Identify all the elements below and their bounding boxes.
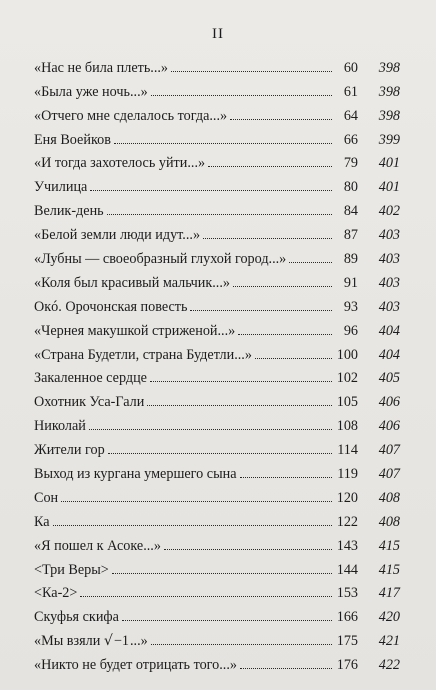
dot-leader <box>122 620 332 621</box>
toc-entry-notes-page: 407 <box>378 442 400 459</box>
dot-leader <box>150 381 332 382</box>
toc-entry-page: 87 <box>343 227 358 244</box>
toc-entry <box>34 52 400 76</box>
toc-entry <box>34 363 400 387</box>
toc-entry-page: 91 <box>343 274 358 291</box>
toc-entry <box>34 219 400 243</box>
toc-entry-page: 144 <box>336 561 358 578</box>
dot-leader <box>233 286 332 287</box>
toc-entry <box>34 506 400 530</box>
toc-entry-title: «Я пошел к Асоке...» <box>34 537 161 554</box>
toc-entry-title: «Была уже ночь...» <box>34 83 148 100</box>
dot-leader <box>89 429 332 430</box>
section-heading: II <box>212 26 224 42</box>
toc-entry <box>34 458 400 482</box>
toc-entry-page: 64 <box>343 107 358 124</box>
dot-leader <box>107 214 332 215</box>
toc-entry <box>34 100 400 124</box>
toc-entry-notes-page: 422 <box>378 657 400 674</box>
dot-leader <box>238 334 332 335</box>
toc-entry <box>34 386 400 410</box>
toc-entry <box>34 434 400 458</box>
square-root-symbol: √ <box>103 633 113 650</box>
toc-entry-page: 166 <box>336 609 358 626</box>
toc-entry-notes-page: 405 <box>378 370 400 387</box>
toc-entry-title: «Чернея макушкой стриженой...» <box>34 322 236 339</box>
dot-leader <box>255 358 332 359</box>
toc-entry-notes-page: 403 <box>378 227 400 244</box>
toc-entry-notes-page: 408 <box>378 489 400 506</box>
dot-leader <box>151 95 332 96</box>
toc-entry <box>34 148 400 172</box>
toc-entry-notes-page: 415 <box>378 537 400 554</box>
toc-entry-title: Охотник Уса-Гали <box>34 394 145 411</box>
toc-entry-page: 176 <box>336 657 358 674</box>
dot-leader <box>61 501 332 502</box>
dot-leader <box>164 549 332 550</box>
toc-entry-notes-page: 398 <box>378 59 400 76</box>
toc-entry-page: 93 <box>343 298 358 315</box>
toc-entry-notes-page: 401 <box>378 179 400 196</box>
toc-entry <box>34 267 400 291</box>
dot-leader <box>90 190 332 191</box>
toc-entry <box>34 601 400 625</box>
dot-leader <box>289 262 332 263</box>
toc-entry-title: Сон <box>34 489 59 506</box>
toc-entry <box>34 339 400 363</box>
toc-entry-title <box>34 633 148 649</box>
toc-entry-page: 61 <box>343 83 358 100</box>
title-prefix: «Мы взяли <box>34 633 104 650</box>
toc-entry-page: 105 <box>336 394 358 411</box>
toc-entry-page: 96 <box>343 322 358 339</box>
toc-entry-page: 114 <box>337 442 358 459</box>
dot-leader <box>240 668 332 669</box>
toc-entry <box>34 554 400 578</box>
toc-entry-notes-page: 407 <box>378 466 400 483</box>
dot-leader <box>114 143 332 144</box>
toc-entry-notes-page: 415 <box>378 561 400 578</box>
toc-entry <box>34 649 400 673</box>
toc-entry-title: Ка <box>34 513 50 530</box>
toc-entry-page: 66 <box>343 131 358 148</box>
toc-entry-notes-page: 421 <box>378 633 400 650</box>
toc-entry-page: 120 <box>336 489 358 506</box>
square-root-radicand: −1 <box>113 633 129 650</box>
dot-leader <box>112 573 332 574</box>
toc-entry-title: Велик-день <box>34 203 104 220</box>
toc-entry-notes-page: 403 <box>378 274 400 291</box>
toc-entry-title: «И тогда захотелось уйти...» <box>34 155 206 172</box>
toc-entry-title: Выход из кургана умершего сына <box>34 466 237 483</box>
toc-entry-notes-page: 404 <box>378 346 400 363</box>
toc-entry-notes-page: 398 <box>378 83 400 100</box>
toc-entry-title: «Нас не била плеть...» <box>34 59 169 76</box>
toc-entry <box>34 195 400 219</box>
toc-entry-page: 60 <box>343 59 358 76</box>
toc-entry-notes-page: 406 <box>378 418 400 435</box>
dot-leader <box>230 119 332 120</box>
title-suffix: ...» <box>130 633 148 650</box>
toc-entry-notes-page: 403 <box>378 298 400 315</box>
toc-entry-title: «Никто не будет отрицать того...» <box>34 657 237 674</box>
toc-entry-notes-page: 420 <box>378 609 400 626</box>
dot-leader <box>240 477 333 478</box>
toc-entry-notes-page: 403 <box>378 251 400 268</box>
toc-entry-title: Училица <box>34 179 88 196</box>
toc-entry-notes-page: 406 <box>378 394 400 411</box>
toc-entry-notes-page: 399 <box>378 131 400 148</box>
toc-entry-title: Окó. Орочонская повесть <box>34 298 188 315</box>
toc-entry <box>34 243 400 267</box>
toc-entry-title: «Лубны — своеобразный глухой город...» <box>34 251 287 268</box>
toc-entry-title: «Отчего мне сделалось тогда...» <box>34 107 228 124</box>
dot-leader <box>208 166 332 167</box>
toc-entry-title: Жители гор <box>34 442 105 459</box>
toc-entry <box>34 410 400 434</box>
toc-entry <box>34 530 400 554</box>
toc-entry-title: <Ка-2> <box>34 585 78 602</box>
dot-leader <box>203 238 332 239</box>
dot-leader <box>151 644 332 645</box>
toc-entry-title: Николай <box>34 418 86 435</box>
toc-entry <box>34 171 400 195</box>
toc-entry <box>34 625 400 649</box>
toc-entry <box>34 76 400 100</box>
toc-entry-page: 79 <box>343 155 358 172</box>
toc-entry-page: 153 <box>336 585 358 602</box>
toc-entry-page: 119 <box>337 466 358 483</box>
toc-entry-page: 108 <box>336 418 358 435</box>
dot-leader <box>108 453 332 454</box>
toc-entry <box>34 578 400 602</box>
dot-leader <box>171 71 332 72</box>
toc-entry-title: «Коля был красивый мальчик...» <box>34 274 230 291</box>
toc-entry-page: 122 <box>336 513 358 530</box>
toc-entry-notes-page: 401 <box>378 155 400 172</box>
dot-leader <box>80 596 332 597</box>
toc-entry-page: 102 <box>336 370 358 387</box>
dot-leader <box>53 525 332 526</box>
toc-entry <box>34 291 400 315</box>
toc-entry-page: 175 <box>336 633 358 650</box>
toc-entry-notes-page: 398 <box>378 107 400 124</box>
toc-entry-title: «Страна Будетли, страна Будетли...» <box>34 346 252 363</box>
dot-leader <box>147 405 332 406</box>
toc-entry-page: 100 <box>336 346 358 363</box>
toc-entry-title: Скуфья скифа <box>34 609 119 626</box>
toc-entry-page: 143 <box>336 537 358 554</box>
toc-entry-notes-page: 417 <box>378 585 400 602</box>
toc-entry <box>34 315 400 339</box>
toc-entry-title: <Три Веры> <box>34 561 109 578</box>
toc-entry <box>34 482 400 506</box>
toc-entry-title: Закаленное сердце <box>34 370 147 387</box>
toc-entry-page: 89 <box>343 251 358 268</box>
toc-entry-page: 84 <box>343 203 358 220</box>
toc-entry <box>34 124 400 148</box>
toc-entry-notes-page: 408 <box>378 513 400 530</box>
toc-entry-page: 80 <box>343 179 358 196</box>
toc-entry-notes-page: 402 <box>378 203 400 220</box>
dot-leader <box>190 310 332 311</box>
table-of-contents <box>34 52 400 673</box>
toc-entry-title: «Белой земли люди идут...» <box>34 227 201 244</box>
toc-entry-title: Еня Воейков <box>34 131 111 148</box>
toc-entry-notes-page: 404 <box>378 322 400 339</box>
